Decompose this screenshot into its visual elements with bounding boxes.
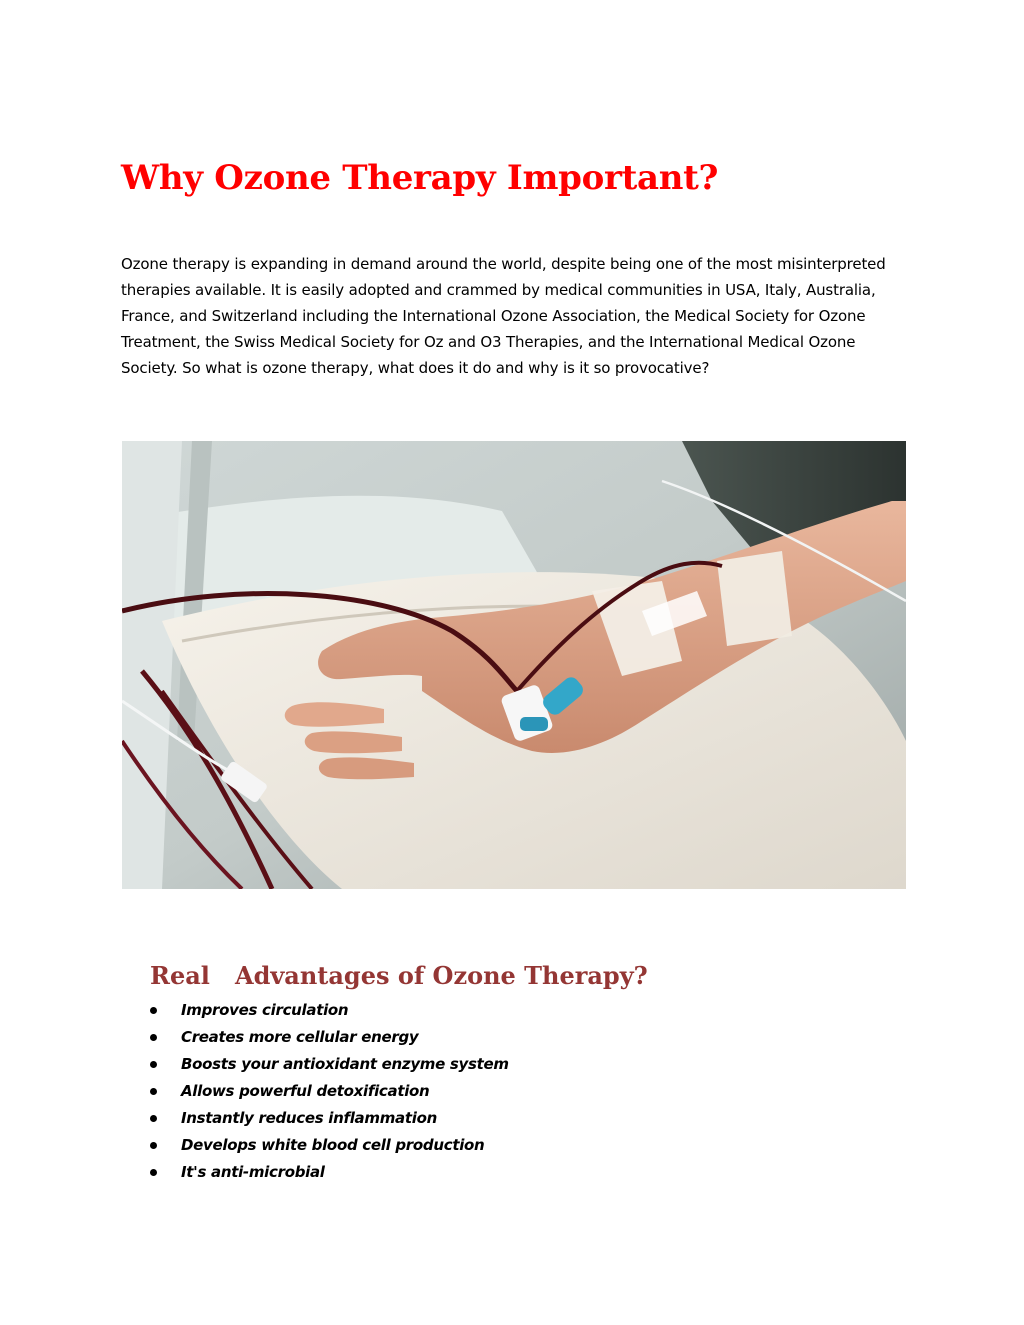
advantage-text: Improves circulation xyxy=(181,1001,349,1019)
advantage-item xyxy=(150,1105,509,1132)
advantage-item xyxy=(150,1159,509,1186)
bullet-icon xyxy=(150,1115,157,1122)
iv-therapy-photo xyxy=(122,441,906,889)
bullet-icon xyxy=(150,1088,157,1095)
advantage-item xyxy=(150,997,509,1024)
advantage-item xyxy=(150,1024,509,1051)
advantage-text: Develops white blood cell production xyxy=(181,1136,485,1154)
advantage-text: Allows powerful detoxification xyxy=(181,1082,430,1100)
bullet-icon xyxy=(150,1061,157,1068)
advantages-list xyxy=(150,997,509,1186)
intro-paragraph: Ozone therapy is expanding in demand around the world, despite being one of the most misinterpreted therapies available. It is easily adopted and crammed by medical communities in USA, Italy, Australia, France, and Switzerland including the International Ozone Association, the Medical Society for Ozone Treatment, the Swiss Medical Society for Oz and O3 Therapies, and the International Medical Ozone Society. So what is ozone therapy, what does it do and why is it so provocative? xyxy=(121,255,886,377)
bullet-icon xyxy=(150,1169,157,1176)
advantage-text: Instantly reduces inflammation xyxy=(181,1109,437,1127)
advantage-item xyxy=(150,1132,509,1159)
advantage-text: Creates more cellular energy xyxy=(181,1028,419,1046)
advantage-item xyxy=(150,1051,509,1078)
advantage-item xyxy=(150,1078,509,1105)
advantage-text: Boosts your antioxidant enzyme system xyxy=(181,1055,509,1073)
page-title: Why Ozone Therapy Important? xyxy=(121,158,719,198)
advantages-heading: Real Advantages of Ozone Therapy? xyxy=(150,961,648,990)
bullet-icon xyxy=(150,1007,157,1014)
advantage-text: It's anti-microbial xyxy=(181,1163,325,1181)
bullet-icon xyxy=(150,1142,157,1149)
bullet-icon xyxy=(150,1034,157,1041)
